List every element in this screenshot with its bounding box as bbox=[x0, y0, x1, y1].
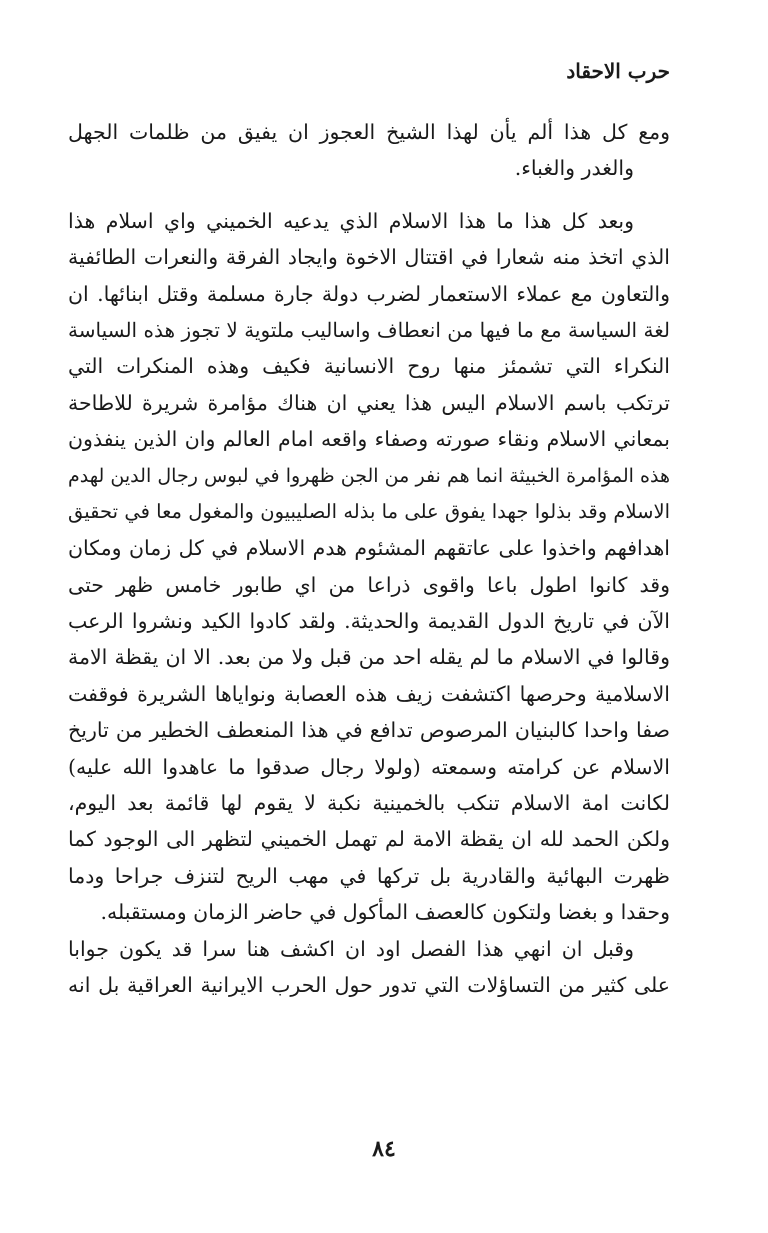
text-line: ظهرت البهائية والقادرية بل تركها في مهب الريح لتنزف جراحا ودما bbox=[68, 863, 670, 888]
text-line: النكراء التي تشمئز منها روح الانسانية فكيف وهذه المنكرات التي bbox=[68, 354, 670, 379]
text-line: والتعاون مع عملاء الاستعمار لضرب دولة جارة مسلمة وقتل ابنائها. ان bbox=[68, 281, 670, 306]
text-line: ترتكب باسم الاسلام اليس هذا يعني ان هناك مؤامرة شريرة للاطاحة bbox=[68, 390, 670, 415]
text-line: بمعاني الاسلام ونقاء صورته وصفاء واقعه امام العالم وان الذين ينفذون bbox=[68, 427, 670, 452]
text-line: وقد كانوا اطول باعا واقوى ذراعا من اي طابور خامس ظهر حتى bbox=[68, 572, 670, 597]
text-line: الاسلامية وحرصها اكتشفت زيف هذه العصابة ونواياها الشريرة فوقفت bbox=[68, 681, 670, 706]
paragraph bbox=[68, 114, 670, 187]
text-line: لكانت امة الاسلام تنكب بالخمينية نكبة لا يقوم لها قائمة بعد اليوم، bbox=[68, 791, 670, 816]
text-line: الاسلام عن كرامته وسمعته (ولولا رجال صدقوا ما عاهدوا الله عليه) bbox=[68, 754, 670, 779]
text-line: وبعد كل هذا ما هذا الاسلام الذي يدعيه الخميني واي اسلام هذا bbox=[68, 208, 634, 233]
text-line: ولكن الحمد لله ان يقظة الامة لم تهمل الخميني لتظهر الى الوجود كما bbox=[68, 827, 670, 852]
body-text bbox=[68, 114, 670, 1003]
text-line: لغة السياسة مع ما فيها من انعطاف واساليب ملتوية لا تجوز هذه السياسة bbox=[68, 317, 670, 342]
text-line: وحقدا و بغضا ولتكون كالعصف المأكول في حاضر الزمان ومستقبله. bbox=[100, 900, 670, 925]
text-line: والغدر والغباء. bbox=[514, 156, 634, 181]
text-line: الذي اتخذ منه شعارا في اقتتال الاخوة وايجاد الفرقة والنعرات الطائفية bbox=[68, 245, 670, 270]
paragraph bbox=[68, 931, 670, 1004]
text-line: هذه المؤامرة الخبيثة انما هم نفر من الجن ظهروا في لبوس رجال الدين لهدم bbox=[68, 464, 670, 487]
page-number: ٨٤ bbox=[372, 1136, 396, 1162]
text-line: صفا واحدا كالبنيان المرصوص تدافع في هذا المنعطف الخطير من تاريخ bbox=[68, 718, 670, 743]
text-line: ومع كل هذا ألم يأن لهذا الشيخ العجوز ان يفيق من ظلمات الجهل bbox=[68, 120, 670, 144]
text-line: اهدافهم واخذوا على عاتقهم المشئوم هدم الاسلام في كل زمان ومكان bbox=[68, 536, 670, 561]
text-line: الآن في تاريخ الدول القديمة والحديثة. ولقد كادوا الكيد ونشروا الرعب bbox=[68, 609, 670, 634]
paragraph bbox=[68, 203, 670, 931]
text-line: وقالوا في الاسلام ما لم يقله احد من قبل ولا من بعد. الا ان يقظة الامة bbox=[68, 645, 670, 670]
running-header: حرب الاحقاد bbox=[566, 59, 670, 83]
text-line: وقبل ان انهي هذا الفصل اود ان اكشف هنا سرا قد يكون جوابا bbox=[68, 936, 634, 961]
text-line: الاسلام وقد بذلوا جهدا يفوق على ما بذله الصليبيون والمغول معا في تحقيق bbox=[68, 499, 670, 523]
text-line: على كثير من التساؤلات التي تدور حول الحرب الايرانية العراقية بل انه bbox=[68, 972, 670, 997]
